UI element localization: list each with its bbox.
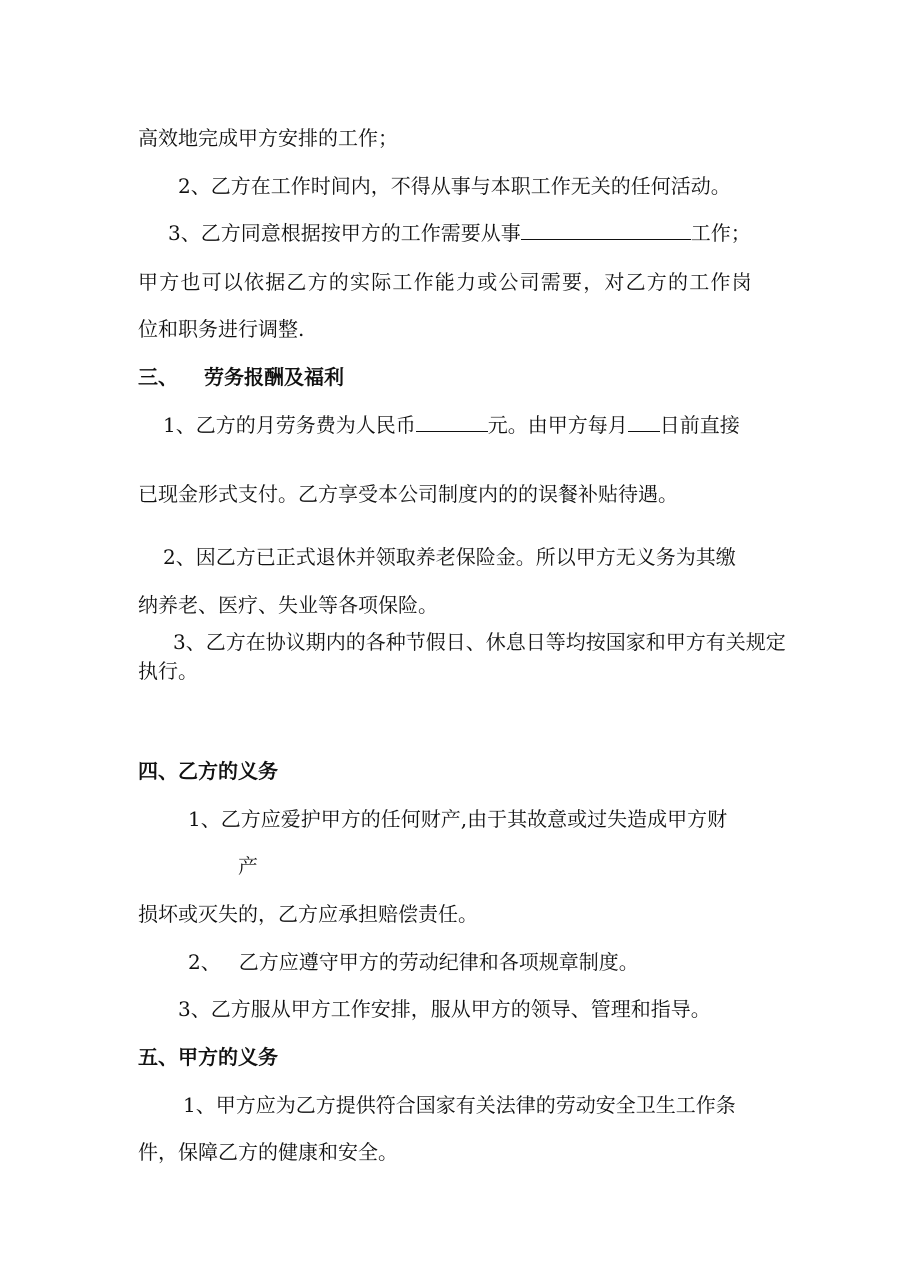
- clause-3-1-line: [163, 411, 740, 439]
- paragraph-line: 产: [238, 854, 258, 878]
- clause-text: 工作；: [690, 221, 751, 245]
- paragraph-line: 位和职务进行调整.: [138, 317, 305, 341]
- section-title: 劳务报酬及福利: [204, 365, 344, 389]
- clause-number: 2、: [188, 950, 221, 974]
- section-heading-4: 四、乙方的义务: [138, 759, 278, 783]
- clause-2-2: 2、乙方在工作时间内，不得从事与本职工作无关的任何活动。: [178, 174, 731, 198]
- fill-blank-day: [628, 413, 660, 432]
- clause-3-3: 3、乙方在协议期内的各种节假日、休息日等均按国家和甲方有关规定: [173, 630, 786, 654]
- fill-blank-job: [521, 221, 691, 240]
- clause-4-1: 1、乙方应爱护甲方的任何财产,由于其故意或过失造成甲方财: [188, 807, 728, 831]
- clause-3-2: 2、因乙方已正式退休并领取养老保险金。所以甲方无义务为其缴: [163, 545, 736, 569]
- clause-4-3: 3、乙方服从甲方工作安排，服从甲方的领导、管理和指导。: [178, 997, 711, 1021]
- clause-text: 日前直接: [659, 413, 740, 437]
- clause-2-3-line: [168, 219, 751, 247]
- clause-text: 元。由甲方每月: [487, 413, 628, 437]
- paragraph-line: 件，保障乙方的健康和安全。: [138, 1140, 398, 1164]
- paragraph-line: 损坏或灭失的，乙方应承担赔偿责任。: [138, 902, 478, 926]
- section-heading-5: 五、甲方的义务: [138, 1045, 278, 1069]
- clause-text: 乙方应遵守甲方的劳动纪律和各项规章制度。: [238, 950, 639, 974]
- clause-text: 3、乙方同意根据按甲方的工作需要从事: [168, 221, 521, 245]
- clause-4-2: [188, 948, 639, 976]
- paragraph-line: 甲方也可以依据乙方的实际工作能力或公司需要，对乙方的工作岗: [138, 270, 753, 294]
- clause-text: 1、乙方的月劳务费为人民币: [163, 413, 416, 437]
- paragraph-line: 高效地完成甲方安排的工作；: [138, 126, 398, 150]
- clause-5-1: 1、甲方应为乙方提供符合国家有关法律的劳动安全卫生工作条: [183, 1093, 736, 1117]
- paragraph-line: 执行。: [138, 659, 198, 683]
- fill-blank-amount: [416, 413, 488, 432]
- section-heading-3: [138, 363, 344, 391]
- paragraph-line: 已现金形式支付。乙方享受本公司制度内的的误餐补贴待遇。: [138, 482, 678, 506]
- section-number: 三、: [138, 365, 178, 389]
- paragraph-line: 纳养老、医疗、失业等各项保险。: [138, 593, 438, 617]
